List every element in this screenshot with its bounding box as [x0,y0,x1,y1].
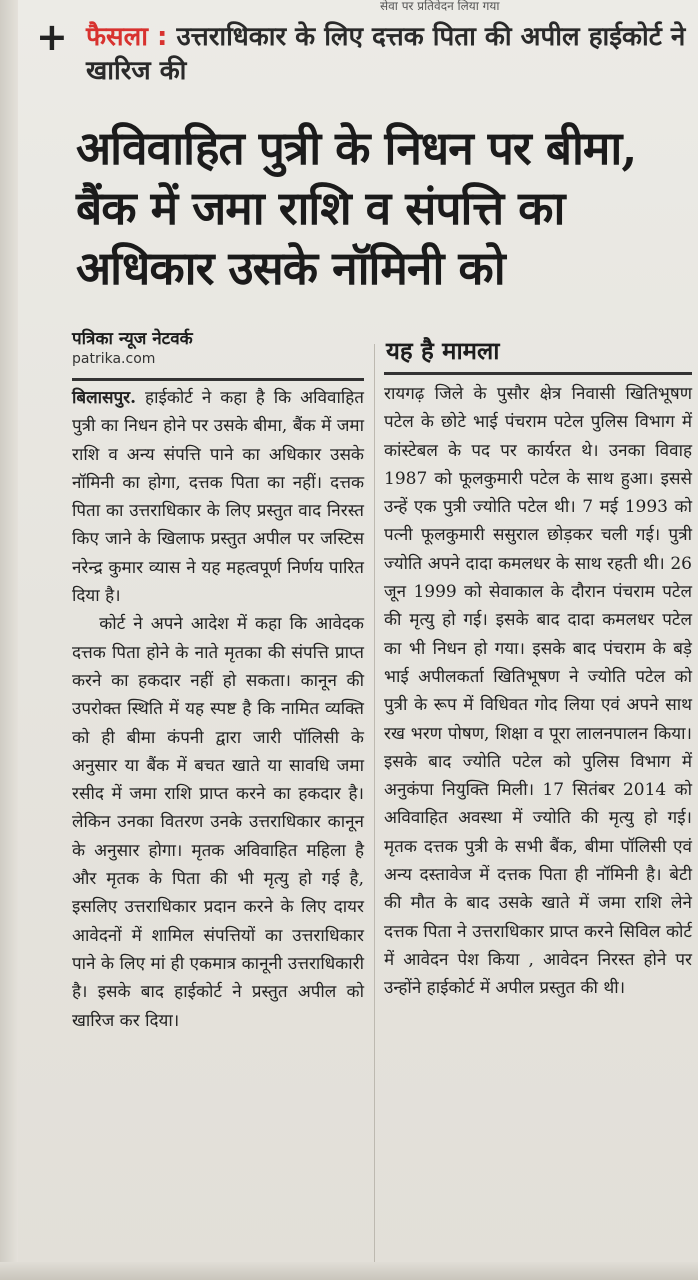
byline-agency: पत्रिका न्यूज नेटवर्क [72,329,193,349]
left-paragraph-1-text: हाईकोर्ट ने कहा है कि अविवाहित पुत्री का निधन होने पर उसके बीमा, बैंक में जमा राशि व अन्य संपत्ति पाने का अधिकार उसके नॉमिनी का होगा, दत्तक पिता का नहीं। दत्तक पिता का उत्तराधिकार के लिए प्रस्तुत वाद निरस्त किए जाने के खिलाफ प्रस्तुत अपील पर जस्टिस नरेन्द्र कुमार व्यास ने यह महत्वपूर्ण निर्णय पारित दिया है। [72,388,364,607]
case-heading: यह है मामला [386,337,500,365]
left-paragraph-2: कोर्ट ने अपने आदेश में कहा कि आवेदक दत्तक पिता होने के नाते मृतका की संपत्ति प्राप्त करने का हकदार नहीं हो सकता। कानून की उपरोक्त स्थिति में यह स्पष्ट है कि नामित व्यक्ति को ही बीमा कंपनी द्वारा जारी पॉलिसी के अनुसार या बैंक में बचत खाते या सावधि जमा रसीद में जमा राशि प्राप्त करने का हकदार है। लेकिन उनका वितरण उनके उत्तराधिकार कानून के अनुसार होगा। मृतक अविवाहित महिला है और मृतक के पिता की भी मृत्यु हो गई है, इसलिए उत्तराधिकार प्रदान करने के लिए दायर आवेदनों में शामिल संपत्तियों का उत्तराधिकार पाने के लिए मां ही एकमात्र कानूनी उत्तराधिकारी है। इसके बाद हाईकोर्ट ने प्रस्तुत अपील को खारिज कर दिया। [72,614,364,1031]
dateline: बिलासपुर. [72,388,137,408]
right-paragraph: रायगढ़ जिले के पुसौर क्षेत्र निवासी खितिभूषण पटेल के छोटे भाई पंचराम पटेल पुलिस विभाग में कांस्टेबल के पद पर कार्यरत थे। उनका विवाह 1987 को फूलकुमारी पटेल के साथ हुआ। इससे उन्हें एक पुत्री ज्योति पटेल थी। 7 मई 1993 को पत्नी फूलकुमारी ससुराल छोड़कर चली गई। पुत्री ज्योति अपने दादा कमलधर के साथ रहती थी। 26 जून 1999 को सेवाकाल के दौरान पंचराम पटेल की मृत्यु हो गई। इसके बाद दादा कमलधर पटेल का भी निधन हो गया। इसके बाद पंचराम के बड़े भाई अपीलकर्ता खितिभूषण ने ज्योति पटेल को पुत्री के रूप में विधिवत गोद लिया एवं अपने साथ रख भरण पोषण, शिक्षा व पूरा लालनपालन किया। इसके बाद ज्योति पटेल को पुलिस विभाग में अनुकंपा नियुक्ति मिली। 17 सितंबर 2014 को अविवाहित अवस्था में ज्योति की मृत्यु हो गई। मृतक दत्तक पुत्री के सभी बैंक, बीमा पॉलिसी एवं अन्य दस्तावेज में दत्तक पिता ही नॉमिनी है। बेटी की मौत के बाद उसके खाते में जमा राशि लेने दत्तक पिता ने उत्तराधिकार प्राप्त करने सिविल कोर्ट में आवेदन पेश किया , आवेदन निरस्त होने पर उन्होंने हाईकोर्ट में अपील प्रस्तुत की थी। [384,384,692,999]
left-column [72,384,364,1035]
page-left-edge [0,0,18,1280]
kicker-tag: फैसला : [86,22,168,52]
kicker-text: उत्तराधिकार के लिए दत्तक पिता की अपील हाईकोर्ट ने खारिज की [86,22,686,86]
plus-icon: + [36,15,68,59]
byline-site: patrika.com [72,351,156,367]
left-paragraph-1 [72,384,364,610]
byline [72,328,372,368]
kicker [86,20,686,88]
top-cut-text: सेवा पर प्रतिवेदन लिया गया [380,0,500,12]
page-bottom-edge [0,1262,698,1280]
right-column [384,380,692,1003]
headline: अविवाहित पुत्री के निधन पर बीमा, बैंक में जमा राशि व संपत्ति का अधिकार उसके नॉमिनी को [76,121,637,295]
left-column-rule [72,378,364,381]
column-gutter [374,344,375,1264]
right-column-rule [384,372,692,375]
